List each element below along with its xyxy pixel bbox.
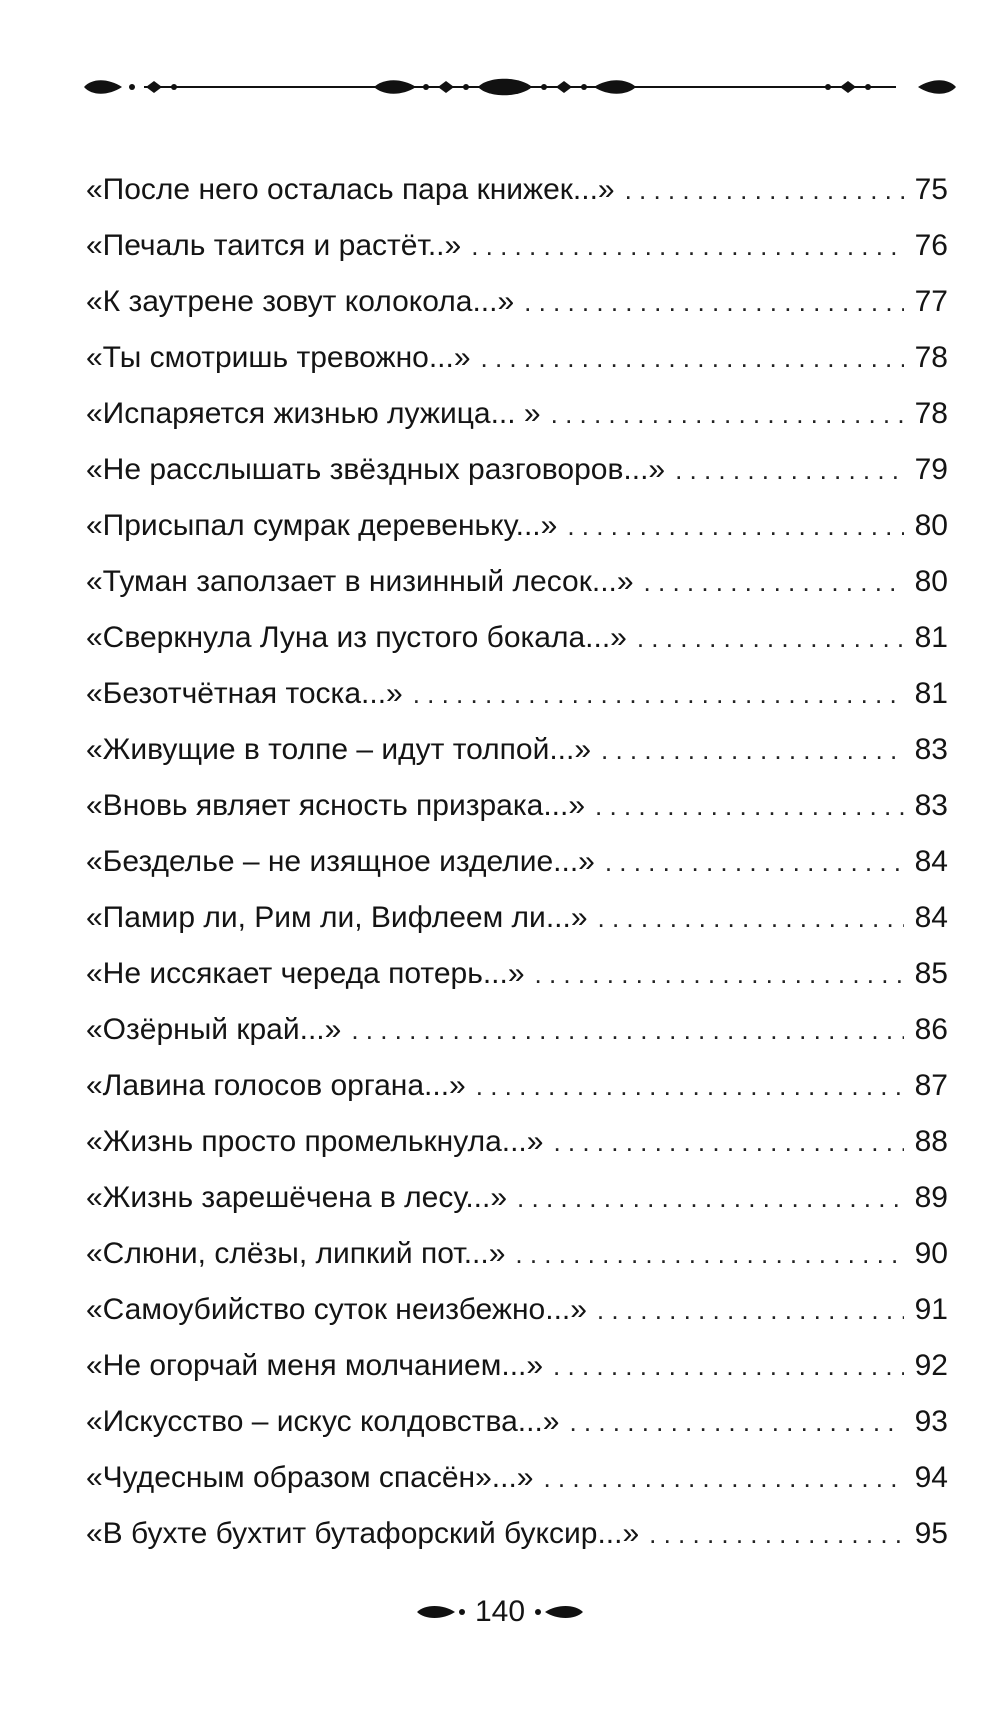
toc-entry xyxy=(86,218,948,274)
toc-entry-title: «Самоубийство суток неизбежно...» xyxy=(86,1293,587,1326)
toc-entry-page: 93 xyxy=(914,1405,948,1438)
toc-entry-page: 83 xyxy=(914,733,948,766)
toc-entry-page: 86 xyxy=(914,1013,948,1046)
dot-leader xyxy=(597,1282,904,1338)
toc-entry xyxy=(86,778,948,834)
toc-entry xyxy=(86,1338,948,1394)
toc-entry-page: 91 xyxy=(914,1293,948,1326)
toc-entry-title: «Жизнь зарешёчена в лесу...» xyxy=(86,1181,508,1214)
toc-entry-page: 80 xyxy=(914,565,948,598)
dot-leader xyxy=(601,722,904,778)
ornamental-divider-icon xyxy=(84,72,956,102)
toc-entry xyxy=(86,1114,948,1170)
toc-entry-title: «Испаряется жизнью лужица... » xyxy=(86,397,541,430)
dot-leader xyxy=(553,1338,904,1394)
toc-entry-page: 83 xyxy=(914,789,948,822)
toc-entry-page: 84 xyxy=(914,901,948,934)
dot-leader xyxy=(649,1506,904,1562)
dot-leader xyxy=(644,554,904,610)
toc-entry-title: «Безделье – не изящное изделие...» xyxy=(86,845,595,878)
ornament-left-icon xyxy=(417,1602,465,1622)
toc-entry xyxy=(86,834,948,890)
toc-entry-page: 77 xyxy=(914,285,948,318)
toc-entry-title: «К заутрене зовут колокола...» xyxy=(86,285,515,318)
toc-entry-title: «Жизнь просто промелькнула...» xyxy=(86,1125,544,1158)
toc-entry xyxy=(86,1282,948,1338)
toc-entry-page: 78 xyxy=(914,341,948,374)
dot-leader xyxy=(524,274,904,330)
toc-entry-page: 78 xyxy=(914,397,948,430)
toc-entry xyxy=(86,722,948,778)
dot-leader xyxy=(569,1394,904,1450)
toc-entry xyxy=(86,274,948,330)
toc-entry-title: «Вновь являет ясность призрака...» xyxy=(86,789,586,822)
toc-entry-title: «Озёрный край...» xyxy=(86,1013,342,1046)
toc-entry xyxy=(86,1506,948,1562)
toc-entry-title: «Туман заползает в низинный лесок...» xyxy=(86,565,634,598)
toc-entry-title: «Слюни, слёзы, липкий пот...» xyxy=(86,1237,506,1270)
toc-entry xyxy=(86,666,948,722)
toc-entry xyxy=(86,1394,948,1450)
dot-leader xyxy=(517,1170,904,1226)
page-number: 140 xyxy=(474,1595,526,1628)
toc-entry xyxy=(86,554,948,610)
toc-entry-page: 88 xyxy=(914,1125,948,1158)
toc-entry-title: «Ты смотришь тревожно...» xyxy=(86,341,471,374)
toc-entry-page: 95 xyxy=(914,1517,948,1550)
toc-entry-title: «Памир ли, Рим ли, Вифлеем ли...» xyxy=(86,901,588,934)
toc-entry-title: «Живущие в толпе – идут толпой...» xyxy=(86,733,592,766)
dot-leader xyxy=(553,1114,904,1170)
toc-entry-page: 87 xyxy=(914,1069,948,1102)
dot-leader xyxy=(595,778,904,834)
toc-entry xyxy=(86,610,948,666)
dot-leader xyxy=(535,946,904,1002)
toc-entry-page: 81 xyxy=(914,621,948,654)
dot-leader xyxy=(567,498,904,554)
page-footer xyxy=(0,1592,1000,1632)
toc-entry xyxy=(86,330,948,386)
ornament-right-icon xyxy=(535,1602,583,1622)
toc-entry-page: 76 xyxy=(914,229,948,262)
toc-entry-page: 85 xyxy=(914,957,948,990)
toc-entry-title: «В бухте бухтит бутафорский буксир...» xyxy=(86,1517,640,1550)
toc-entry-title: «Лавина голосов органа...» xyxy=(86,1069,466,1102)
toc-entry xyxy=(86,1226,948,1282)
toc-entry-page: 84 xyxy=(914,845,948,878)
toc-entry-title: «Присыпал сумрак деревеньку...» xyxy=(86,509,558,542)
toc-entry-title: «Сверкнула Луна из пустого бокала...» xyxy=(86,621,627,654)
dot-leader xyxy=(543,1450,904,1506)
toc-entry-title: «После него осталась пара книжек...» xyxy=(86,173,615,206)
toc-entry-title: «Искусство – искус колдовства...» xyxy=(86,1405,560,1438)
toc-entry xyxy=(86,946,948,1002)
toc-entry-page: 94 xyxy=(914,1461,948,1494)
toc-entry-title: «Безотчётная тоска...» xyxy=(86,677,403,710)
toc-entry-page: 92 xyxy=(914,1349,948,1382)
toc-entry-title: «Не расслышать звёздных разговоров...» xyxy=(86,453,666,486)
dot-leader xyxy=(476,1058,904,1114)
toc-entry-title: «Не огорчай меня молчанием...» xyxy=(86,1349,544,1382)
toc-entry-title: «Чудесным образом спасён»...» xyxy=(86,1461,534,1494)
dot-leader xyxy=(351,1002,904,1058)
toc-entry xyxy=(86,890,948,946)
dot-leader xyxy=(413,666,904,722)
table-of-contents xyxy=(86,162,948,1562)
toc-entry xyxy=(86,162,948,218)
dot-leader xyxy=(471,218,904,274)
toc-entry-page: 89 xyxy=(914,1181,948,1214)
toc-entry-page: 81 xyxy=(914,677,948,710)
toc-entry xyxy=(86,1170,948,1226)
dot-leader xyxy=(605,834,904,890)
dot-leader xyxy=(675,442,904,498)
toc-entry-page: 79 xyxy=(914,453,948,486)
dot-leader xyxy=(551,386,904,442)
toc-entry-page: 90 xyxy=(914,1237,948,1270)
dot-leader xyxy=(625,162,904,218)
toc-entry-page: 80 xyxy=(914,509,948,542)
toc-entry xyxy=(86,1002,948,1058)
toc-entry-page: 75 xyxy=(914,173,948,206)
dot-leader xyxy=(515,1226,904,1282)
toc-entry xyxy=(86,498,948,554)
toc-entry xyxy=(86,1450,948,1506)
toc-entry xyxy=(86,1058,948,1114)
dot-leader xyxy=(598,890,904,946)
toc-entry xyxy=(86,442,948,498)
dot-leader xyxy=(637,610,904,666)
dot-leader xyxy=(481,330,904,386)
toc-entry-title: «Печаль таится и растёт..» xyxy=(86,229,462,262)
toc-entry-title: «Не иссякает череда потерь...» xyxy=(86,957,525,990)
toc-entry xyxy=(86,386,948,442)
